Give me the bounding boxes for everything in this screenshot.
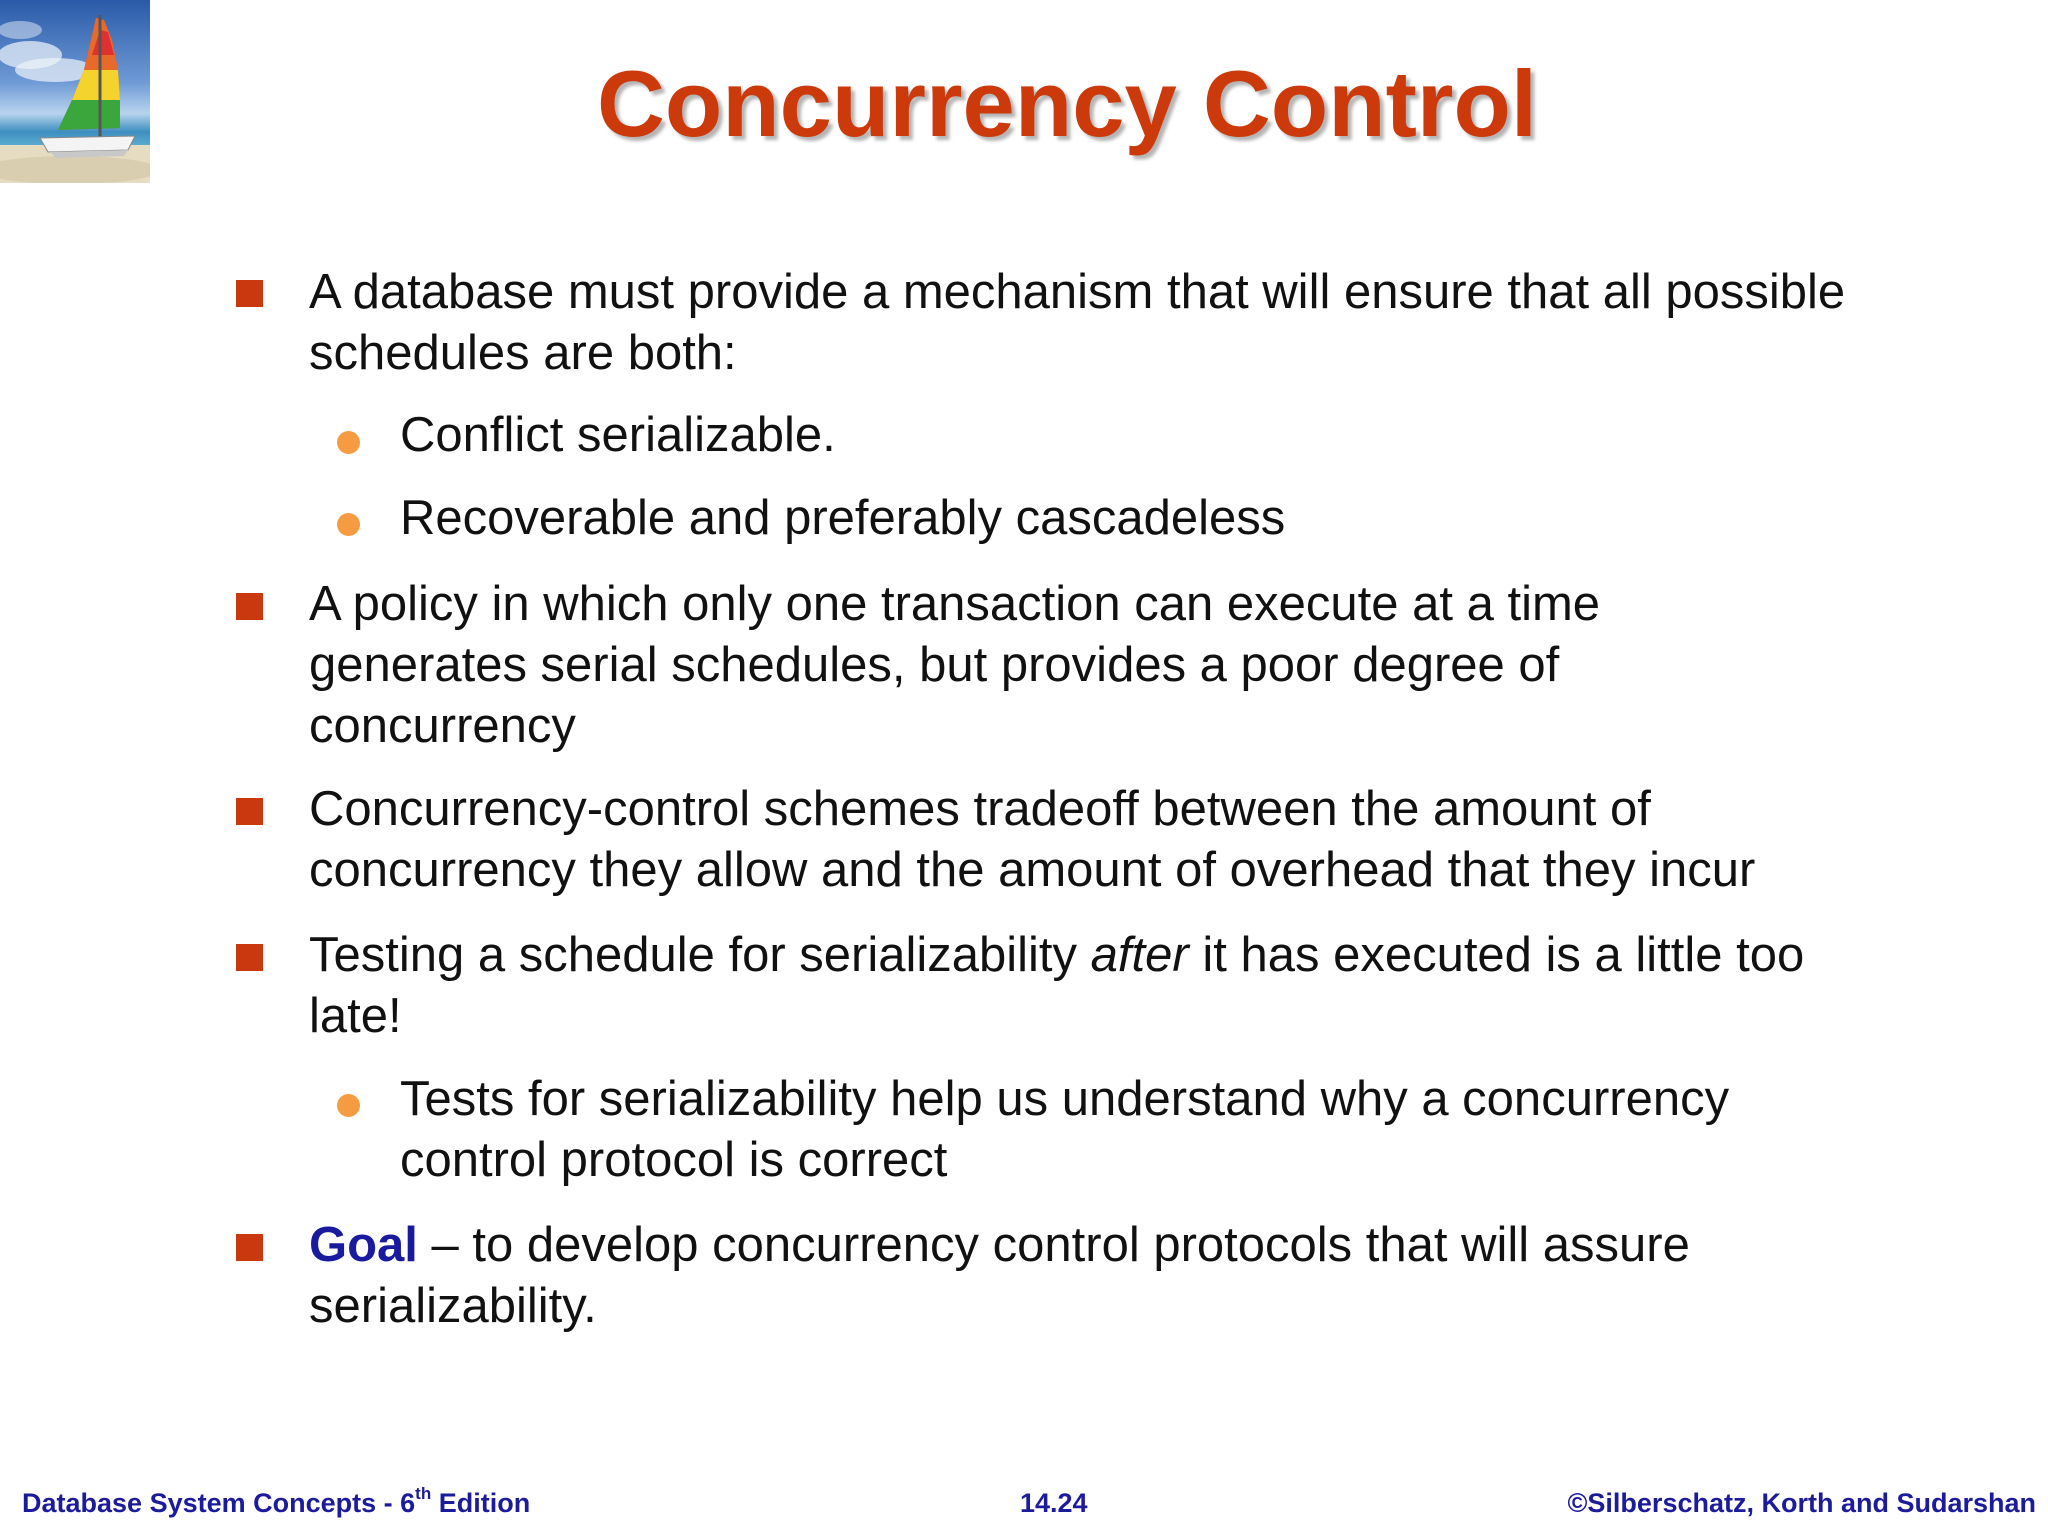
square-bullet-icon (236, 593, 263, 620)
sub-bullet-item-4-1: Tests for serializability help us understand why a concurrency control protocol is correct (400, 1072, 1730, 1187)
bullet-item-4-text-after: it has executed is a little too late! (309, 928, 1805, 1043)
sub-bullet-item-1-2: Recoverable and preferably cascadeless (400, 491, 1286, 545)
footer-book-title-text: Database System Concepts - 6 (22, 1488, 416, 1518)
round-bullet-icon (337, 513, 360, 536)
bullet-item-1: A database must provide a mechanism that will ensure that all possible schedules are both: (309, 265, 1846, 380)
square-bullet-icon (236, 798, 263, 825)
footer-edition-text: Edition (431, 1488, 531, 1518)
round-bullet-icon (337, 1094, 360, 1117)
bullet-item-5 (309, 1215, 1829, 1337)
sub-bullet-item-1-1: Conflict serializable. (400, 408, 836, 462)
sailboat-logo-icon (0, 0, 150, 183)
bullet-item-3: Concurrency-control schemes tradeoff between the amount of concurrency they allow and the amount of overhead that they incur (309, 782, 1756, 897)
slide-footer (0, 1476, 2048, 1536)
round-bullet-icon (337, 431, 360, 454)
slide-title (150, 50, 2048, 158)
slide-title-text: Concurrency Control (596, 51, 1538, 156)
square-bullet-icon (236, 1234, 263, 1261)
bullet-item-2: A policy in which only one transaction can execute at a time generates serial schedules, but provides a poor degree of concurrency (309, 577, 1601, 753)
bullet-item-5-text: – to develop concurrency control protocols that will assure serializability. (309, 1218, 1690, 1333)
square-bullet-icon (236, 280, 263, 307)
footer-slide-number: 14.24 (1020, 1488, 1088, 1518)
bullet-item-4-text-before: Testing a schedule for serializability (309, 928, 1091, 982)
footer-copyright: ©Silberschatz, Korth and Sudarshan (1567, 1488, 2036, 1518)
footer-edition-superscript: th (415, 1484, 432, 1503)
footer-book-title (22, 1484, 531, 1519)
bullet-item-4 (309, 925, 1849, 1047)
square-bullet-icon (236, 944, 263, 971)
sailboat-logo-image (0, 0, 150, 183)
goal-emphasis: Goal (309, 1218, 418, 1272)
bullet-item-4-italic: after (1090, 928, 1189, 982)
